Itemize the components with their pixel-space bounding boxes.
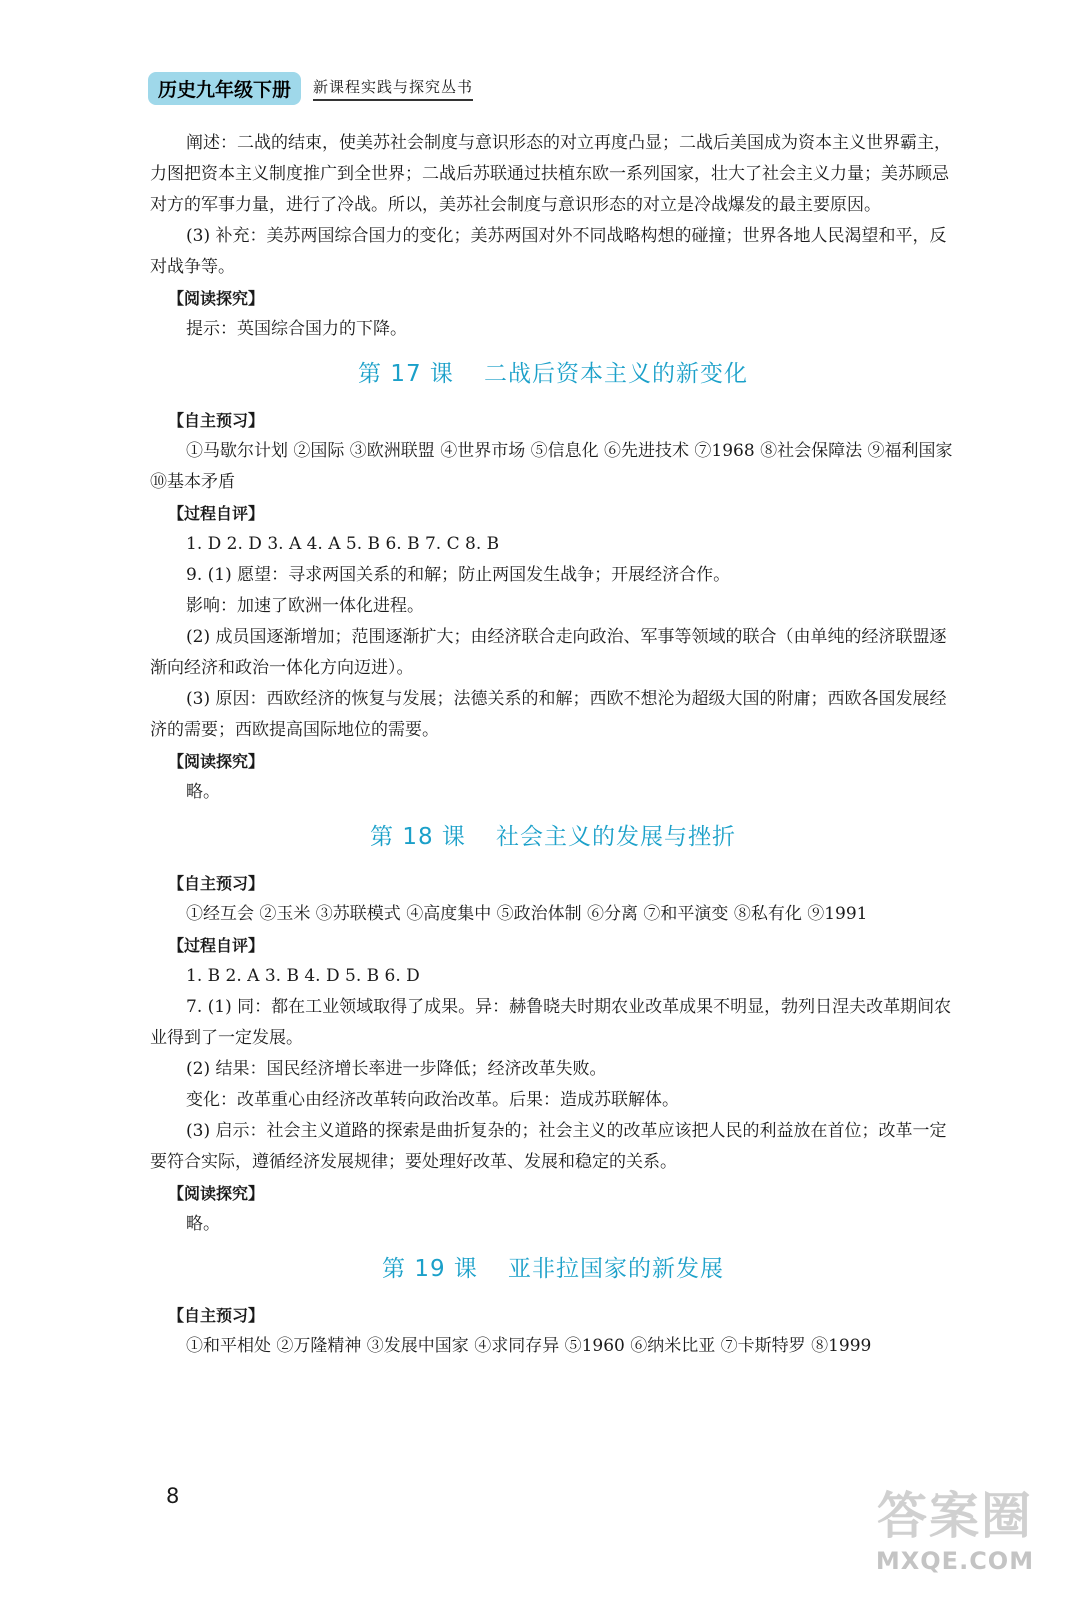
- paragraph: 9. (1) 愿望：寻求两国关系的和解；防止两国发生战争；开展经济合作。: [186, 565, 731, 585]
- paragraph: 略。: [186, 782, 220, 802]
- lesson-number: 第 17 课: [358, 361, 454, 387]
- paragraph: 变化：改革重心由经济改革转向政治改革。后果：造成苏联解体。: [186, 1090, 679, 1110]
- section-label: 【自主预习】: [168, 411, 265, 430]
- watermark-logo: [870, 1486, 1040, 1586]
- paragraph: 阐述：二战的结束，使美苏社会制度与意识形态的对立再度凸显；二战后美国成为资本主义世界霸主，力图把资本主义制度推广到全世界；二战后苏联通过扶植东欧一系列国家，壮大了社会主义力量；美苏顾忌对方的军事力量，进行了冷战。所以，美苏社会制度与意识形态的对立是冷战爆发的最主要原因。: [150, 133, 951, 215]
- paragraph: ①马歇尔计划 ②国际 ③欧洲联盟 ④世界市场 ⑤信息化 ⑥先进技术 ⑦1968 ⑧社会保障法 ⑨福利国家 ⑩基本矛盾: [150, 441, 953, 492]
- section-label: 【阅读探究】: [168, 1184, 265, 1203]
- lesson-18-heading: [150, 820, 956, 854]
- paragraph: (3) 原因：西欧经济的恢复与发展；法德关系的和解；西欧不想沦为超级大国的附庸；西欧各国发展经济的需要；西欧提高国际地位的需要。: [150, 689, 947, 740]
- paragraph: 略。: [186, 1214, 220, 1234]
- paragraph: 7. (1) 同：都在工业领域取得了成果。异：赫鲁晓夫时期农业改革成果不明显，勃列日涅夫改革期间农业得到了一定发展。: [150, 997, 952, 1048]
- lesson-number: 第 19 课: [382, 1256, 478, 1282]
- series-title: 新课程实践与探究丛书: [313, 76, 473, 101]
- page-content: [150, 128, 956, 1362]
- section-label: 【过程自评】: [168, 504, 265, 523]
- lesson-number: 第 18 课: [370, 824, 466, 850]
- lesson-title: 社会主义的发展与挫折: [495, 824, 736, 850]
- watermark-site: MXQE.COM: [875, 1547, 1035, 1575]
- section-label: 【阅读探究】: [168, 752, 265, 771]
- paragraph: 影响：加速了欧洲一体化进程。: [186, 596, 424, 616]
- section-label: 【自主预习】: [168, 874, 265, 893]
- paragraph: (3) 补充：美苏两国综合国力的变化；美苏两国对外不同战略构想的碰撞；世界各地人民渴望和平，反对战争等。: [150, 226, 947, 277]
- paragraph: (2) 成员国逐渐增加；范围逐渐扩大；由经济联合走向政治、军事等领域的联合（由单纯的经济联盟逐渐向经济和政治一体化方向迈进）。: [150, 627, 947, 678]
- section-label: 【阅读探究】: [168, 289, 265, 308]
- paragraph: ①经互会 ②玉米 ③苏联模式 ④高度集中 ⑤政治体制 ⑥分离 ⑦和平演变 ⑧私有化 ⑨1991: [186, 904, 868, 924]
- lesson-17-heading: [150, 357, 956, 391]
- lesson-19-heading: [150, 1252, 956, 1286]
- answer-line: 1. D 2. D 3. A 4. A 5. B 6. B 7. C 8. B: [186, 534, 500, 554]
- lesson-title: 亚非拉国家的新发展: [507, 1256, 724, 1282]
- section-label: 【自主预习】: [168, 1306, 265, 1325]
- lesson-title: 二战后资本主义的新变化: [483, 361, 748, 387]
- page-number: 8: [166, 1484, 180, 1508]
- book-title-badge: 历史九年级下册: [148, 72, 301, 105]
- page-header: [148, 72, 473, 105]
- paragraph: (3) 启示：社会主义道路的探索是曲折复杂的；社会主义的改革应该把人民的利益放在首位；改革一定要符合实际，遵循经济发展规律；要处理好改革、发展和稳定的关系。: [150, 1121, 947, 1172]
- paragraph: 提示：英国综合国力的下降。: [186, 319, 407, 339]
- paragraph: ①和平相处 ②万隆精神 ③发展中国家 ④求同存异 ⑤1960 ⑥纳米比亚 ⑦卡斯特罗 ⑧1999: [186, 1336, 872, 1356]
- answer-line: 1. B 2. A 3. B 4. D 5. B 6. D: [186, 966, 420, 986]
- watermark-icon: 答案圈: [877, 1487, 1033, 1545]
- paragraph: (2) 结果：国民经济增长率进一步降低；经济改革失败。: [186, 1059, 607, 1079]
- section-label: 【过程自评】: [168, 936, 265, 955]
